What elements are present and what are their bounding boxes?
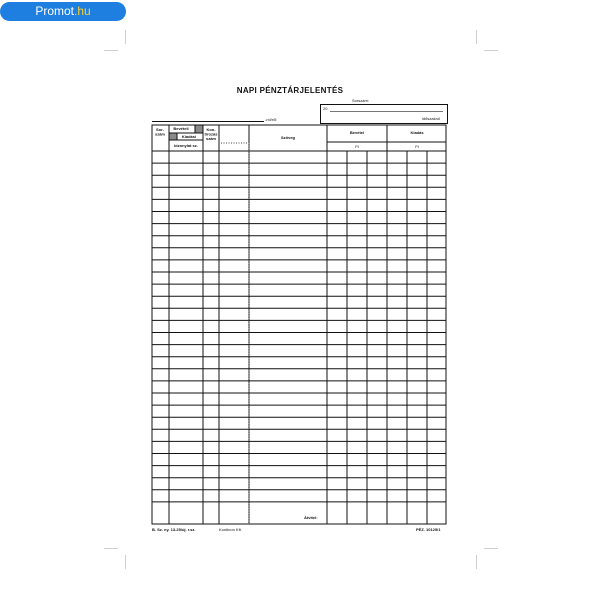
col-bevételi-label: Bevételi: [173, 126, 189, 131]
col-bevetel-label: Bevétel: [349, 130, 365, 135]
footer-right: PÉZ. 10125/1: [416, 527, 441, 532]
col-bizonylat-label: bizonylat sz.: [174, 143, 198, 148]
logo-suffix: .hu: [74, 4, 91, 18]
col-ft2-label: Ft: [415, 144, 419, 149]
col-kontirozas-label: tírozás: [204, 131, 218, 137]
table-frame: [152, 125, 446, 524]
logo-brand: Promot: [35, 4, 74, 18]
shaded-cell: [195, 125, 203, 133]
col-kiadas-label: Kiadás: [410, 130, 424, 135]
page-title: NAPI PÉNZTÁRJELENTÉS: [236, 86, 344, 95]
col-ft1-label: Ft: [355, 144, 359, 149]
serial-label: Sorszám:: [352, 98, 369, 103]
col-kontirozas-label: szám: [205, 136, 217, 141]
atvitel-label: Átvitel:: [304, 515, 318, 520]
col-kiadasi-label: Kiadási: [181, 134, 197, 139]
footer-mid: Kontinon Kft.: [219, 527, 242, 532]
cashier-label: -ról/ről: [265, 117, 277, 122]
col-kontirozas-label: Kon-: [206, 127, 216, 132]
footer-left: B. Sz. ny. 13-25/új. r.sz.: [152, 527, 196, 532]
period-label: időszakról: [422, 116, 441, 121]
year-prefix: 20: [323, 106, 328, 111]
col-szoveg-label: Szöveg: [280, 135, 296, 140]
col-sorszam-label: szám: [154, 131, 166, 137]
shaded-cell: [169, 133, 177, 140]
col-sorszam-label: Sor-: [156, 127, 164, 132]
